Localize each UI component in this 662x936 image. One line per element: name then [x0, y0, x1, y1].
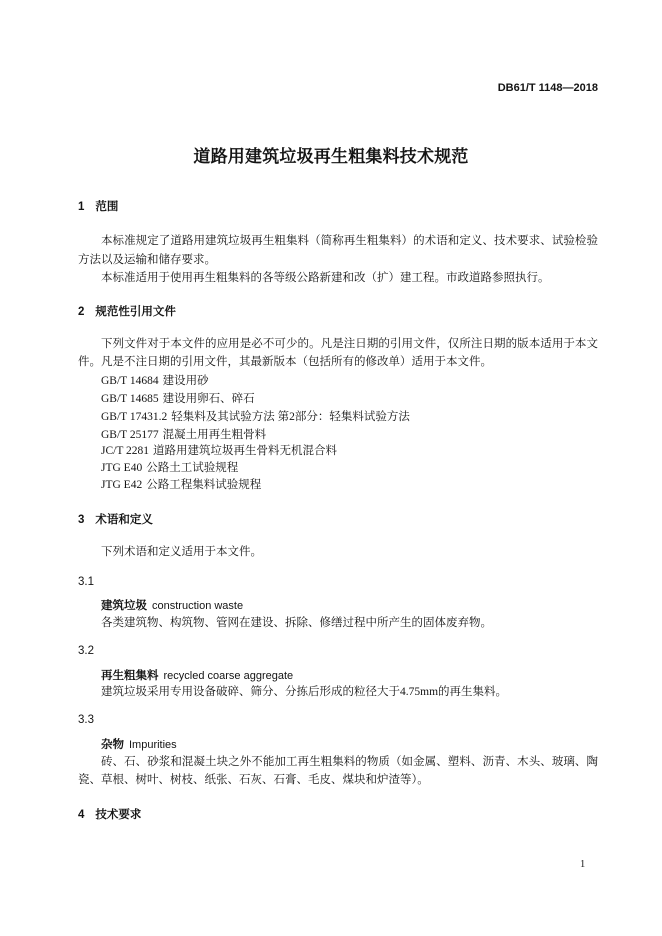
standard-code: DB61/T 1148—2018: [497, 82, 598, 94]
clause-number: 3.2: [78, 645, 94, 657]
reference-title: 公路工程集料试验规程: [146, 479, 262, 491]
reference-code: GB/T 17431.2: [101, 411, 168, 423]
term-entry: [101, 738, 177, 752]
term-entry: [101, 599, 243, 613]
scope-paragraph-2: 本标准适用于使用再生粗集料的各等级公路新建和改（扩）建工程。市政道路参照执行。: [101, 272, 550, 284]
section-2-heading: [78, 305, 176, 319]
reference-title: 建设用砂: [162, 375, 209, 387]
reference-item: [101, 444, 337, 458]
reference-code: JTG E40: [101, 462, 143, 474]
term-chinese: 再生粗集料: [101, 670, 159, 682]
term-english: construction waste: [152, 600, 244, 612]
clause-number: 3.1: [78, 576, 94, 588]
reference-item: [101, 461, 238, 475]
term-definition-line-1: 砖、石、砂浆和混凝土块之外不能加工再生粗集料的物质（如金属、塑料、沥青、木头、玻璃、陶: [101, 756, 598, 768]
section-number: 2: [78, 306, 85, 318]
term-entry: [101, 669, 293, 683]
section-number: 3: [78, 514, 85, 526]
reference-item: [101, 428, 266, 442]
term-english: Impurities: [129, 739, 177, 751]
page-number: 1: [580, 859, 586, 870]
reference-item: [101, 392, 255, 406]
section-number: 4: [78, 809, 85, 821]
reference-code: JC/T 2281: [101, 445, 150, 457]
references-intro-line-2: 件。凡是不注日期的引用文件，其最新版本（包括所有的修改单）适用于本文件。: [78, 356, 492, 368]
term-definition: 建筑垃圾采用专用设备破碎、筛分、分拣后形成的粒径大于4.75mm的再生集料。: [101, 686, 508, 698]
term-definition: 各类建筑物、构筑物、管网在建设、拆除、修缮过程中所产生的固体废弃物。: [101, 617, 492, 629]
scope-paragraph-1-line-2: 方法以及运输和储存要求。: [78, 254, 216, 266]
reference-item: [101, 410, 410, 424]
reference-title: 轻集料及其试验方法 第2部分：轻集料试验方法: [171, 411, 410, 423]
reference-code: GB/T 14685: [101, 393, 159, 405]
section-title: 规范性引用文件: [95, 306, 176, 318]
section-4-heading: [78, 808, 141, 822]
reference-title: 建设用卵石、碎石: [162, 393, 255, 405]
term-definition-line-2: 瓷、草根、树叶、树枝、纸张、石灰、石膏、毛皮、煤块和炉渣等）。: [78, 774, 429, 786]
document-title: 道路用建筑垃圾再生粗集料技术规范: [193, 147, 469, 166]
reference-code: GB/T 14684: [101, 375, 159, 387]
reference-item: [101, 374, 209, 388]
reference-code: GB/T 25177: [101, 429, 159, 441]
reference-item: [101, 478, 261, 492]
section-3-heading: [78, 513, 153, 527]
section-title: 范围: [95, 201, 119, 213]
section-number: 1: [78, 201, 85, 213]
references-intro-line-1: 下列文件对于本文件的应用是必不可少的。凡是注日期的引用文件，仅所注日期的版本适用于本文: [101, 338, 598, 350]
reference-title: 道路用建筑垃圾再生骨料无机混合料: [153, 445, 338, 457]
section-title: 术语和定义: [95, 514, 153, 526]
reference-title: 混凝土用再生粗骨料: [162, 429, 267, 441]
terms-intro: 下列术语和定义适用于本文件。: [101, 546, 262, 558]
reference-code: JTG E42: [101, 479, 143, 491]
clause-number: 3.3: [78, 714, 94, 726]
term-chinese: 杂物: [101, 739, 124, 751]
section-1-heading: [78, 200, 118, 214]
reference-title: 公路土工试验规程: [146, 462, 239, 474]
term-english: recycled coarse aggregate: [163, 670, 294, 682]
section-title: 技术要求: [95, 809, 142, 821]
scope-paragraph-1-line-1: 本标准规定了道路用建筑垃圾再生粗集料（简称再生粗集料）的术语和定义、技术要求、试验检验: [101, 235, 598, 247]
term-chinese: 建筑垃圾: [101, 600, 147, 612]
